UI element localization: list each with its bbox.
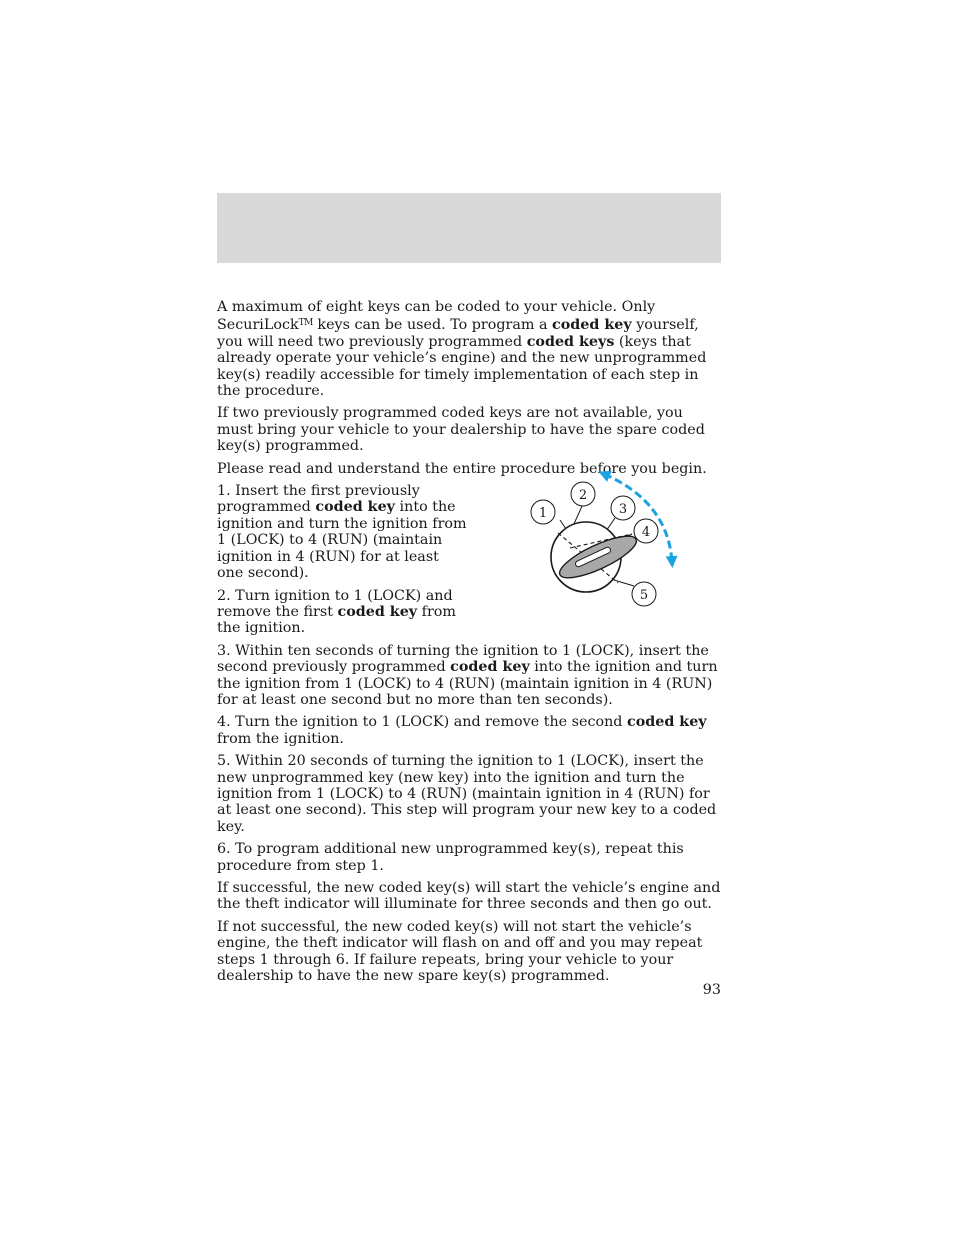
page-content [217, 299, 722, 990]
leader-line-5 [614, 580, 634, 586]
step-4 [217, 714, 722, 747]
bold-term: coded key [315, 499, 395, 516]
ignition-diagram [522, 462, 702, 612]
bold-term: coded key [450, 659, 530, 676]
bold-term: coded key [626, 714, 707, 731]
step-6: 6. To program additional new unprogrammed key(s), repeat this procedure from step 1. [217, 841, 684, 874]
trademark-symbol: TM [298, 318, 313, 329]
step-3 [217, 643, 722, 709]
position-label-1: 1 [538, 506, 548, 521]
step-5: 5. Within 20 seconds of turning the ignition to 1 (LOCK), insert the new unprogrammed key (new key) into the ignition and turn the ignition from 1 (LOCK) to 4 (RUN) (maintain ignition in 4 (RUN) for at least one second). This step will program your new key to a coded key. [217, 753, 717, 835]
text: from the ignition. [217, 603, 456, 637]
text: A maximum of eight keys can be coded to your vehicle. Only SecuriLock [217, 299, 656, 334]
section-header-band [217, 193, 721, 263]
position-label-5: 5 [639, 588, 649, 603]
text: (keys that already operate your vehicle’s engine) and the new unprogrammed key(s) readily accessible for timely implementation of each step in the procedure. [217, 333, 707, 400]
success-paragraph: If successful, the new coded key(s) will start the vehicle’s engine and the theft indicator will illuminate for three seconds and then go out. [217, 880, 721, 913]
text: into the ignition and turn the ignition from 1 (LOCK) to 4 (RUN) (maintain ignition in 4 (RUN) for at least one second). [217, 499, 467, 582]
intro-paragraph [217, 299, 722, 399]
position-label-2: 2 [578, 488, 588, 503]
position-label-4: 4 [641, 525, 651, 540]
page-number: 93 [702, 982, 721, 998]
text: yourself, you will need two previously programmed [217, 317, 699, 350]
position-label-3: 3 [618, 502, 628, 517]
text: from the ignition. [217, 730, 344, 747]
step-2 [217, 588, 467, 637]
text: 2. Turn ignition to 1 (LOCK) and remove the first [217, 587, 453, 620]
read-first-paragraph: Please read and understand the entire procedure before you begin. [217, 460, 707, 477]
text: 1. Insert the first previously programmed [217, 483, 420, 516]
text: into the ignition and turn the ignition from 1 (LOCK) to 4 (RUN) (maintain ignition in 4 (RUN) for at least one second but no more than ten seconds). [217, 659, 718, 708]
failure-paragraph: If not successful, the new coded key(s) will not start the vehicle’s engine, the theft indicator will flash on and off and you may repeat steps 1 through 6. If failure repeats, bring your vehicle to your dealership to have the new spare key(s) programmed. [217, 918, 703, 985]
bold-term: coded key [552, 317, 632, 334]
bold-term: coded key [337, 603, 418, 620]
bold-term: coded keys [526, 333, 615, 350]
no-keys-paragraph: If two previously programmed coded keys are not available, you must bring your vehicle to your dealership to have the spare coded key(s) programmed. [217, 405, 705, 455]
text: 4. Turn the ignition to 1 (LOCK) and remove the second [217, 714, 627, 731]
text: 3. Within ten seconds of turning the ignition to 1 (LOCK), insert the second previously programmed [217, 642, 709, 676]
text: keys can be used. To program a [312, 317, 553, 334]
ignition-switch-svg [522, 462, 702, 612]
step-1 [217, 483, 467, 581]
